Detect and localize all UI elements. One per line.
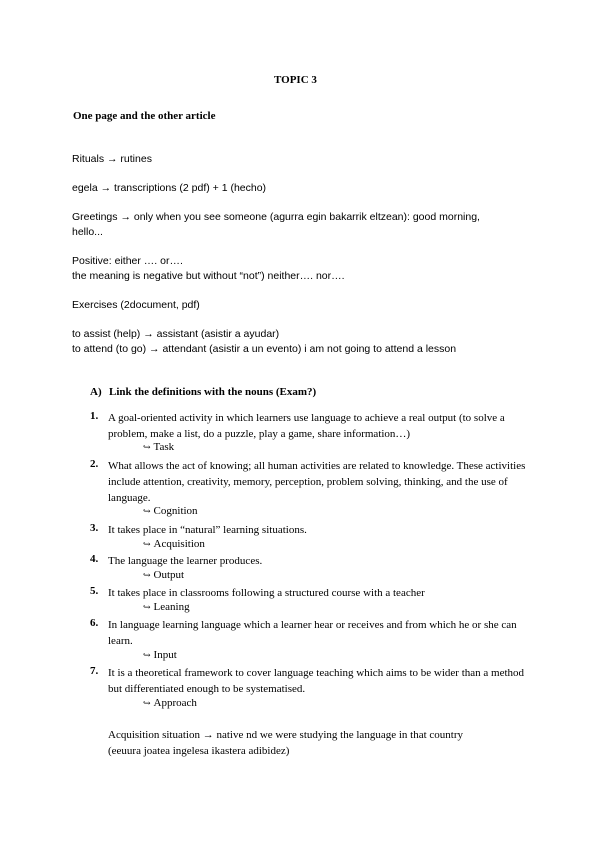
list-item-definition: A goal-oriented activity in which learners use language to achieve a real output (to solve a problem, make a list, do a puzzle, play a game, share information…) (108, 412, 505, 440)
arrow-hook-icon: ↪ (143, 539, 151, 549)
list-item-number: 4. (90, 553, 99, 565)
list-item-answer: ↪ Output (143, 569, 185, 581)
arrow-hook-icon: ↪ (143, 650, 151, 660)
list-item-definition: It takes place in “natural” learning situations. (108, 524, 307, 536)
note-rituals: Rituals → rutines (72, 153, 152, 165)
list-item-number: 5. (90, 585, 99, 597)
list-item-definition: What allows the act of knowing; all human activities are related to knowledge. These activities include attention, creativity, memory, perception, problem solving, thinking, and the use of language. (108, 460, 526, 504)
note-egela: egela → transcriptions (2 pdf) + 1 (hecho) (72, 182, 267, 194)
list-item-answer: ↪ Acquisition (143, 538, 205, 550)
section-label: A) (90, 386, 102, 398)
note-positive: Positive: either …. or…. (72, 255, 183, 267)
page-subtitle: One page and the other article (73, 110, 216, 122)
section-heading: Link the definitions with the nouns (Exam?) (109, 386, 317, 398)
list-item-answer: ↪ Approach (143, 697, 197, 709)
list-item-definition: In language learning language which a learner hear or receives and from which he or she can learn. (108, 619, 517, 647)
list-item-definition: The language the learner produces. (108, 555, 263, 567)
arrow-hook-icon: ↪ (143, 570, 151, 580)
note-assist: to assist (help) → assistant (asistir a ayudar) (72, 328, 280, 340)
arrow-hook-icon: ↪ (143, 442, 151, 452)
list-item-definition: It is a theoretical framework to cover language teaching which aims to be wider than a method but differentiated enough to be systematised. (108, 667, 525, 695)
list-item-number: 1. (90, 410, 99, 422)
arrow-hook-icon: ↪ (143, 602, 151, 612)
list-item-number: 6. (90, 617, 99, 629)
note-greetings-cont: hello... (72, 226, 103, 238)
list-item-number: 3. (90, 522, 99, 534)
arrow-hook-icon: ↪ (143, 698, 151, 708)
arrow-hook-icon: ↪ (143, 506, 151, 516)
note-greetings: Greetings → only when you see someone (agurra egin bakarrik eltzean): good morning, (72, 211, 480, 223)
list-item-definition: It takes place in classrooms following a structured course with a teacher (108, 587, 425, 599)
note-attend: to attend (to go) → attendant (asistir a un evento) i am not going to attend a lesson (72, 343, 457, 355)
list-item-answer: ↪ Task (143, 441, 175, 453)
list-item-number: 7. (90, 665, 99, 677)
list-item-answer: ↪ Leaning (143, 601, 190, 613)
note-negative: the meaning is negative but without “not”) neither…. nor…. (72, 270, 345, 282)
page-title: TOPIC 3 (274, 74, 317, 86)
list-item-answer: ↪ Input (143, 649, 177, 661)
list-item-number: 2. (90, 458, 99, 470)
list-item-answer: ↪ Cognition (143, 505, 198, 517)
footer-note-line2: (eeuura joatea ingelesa ikastera adibidez) (108, 745, 290, 757)
note-exercises: Exercises (2document, pdf) (72, 299, 200, 311)
footer-note-line1: Acquisition situation → native nd we were studying the language in that country (108, 729, 463, 741)
